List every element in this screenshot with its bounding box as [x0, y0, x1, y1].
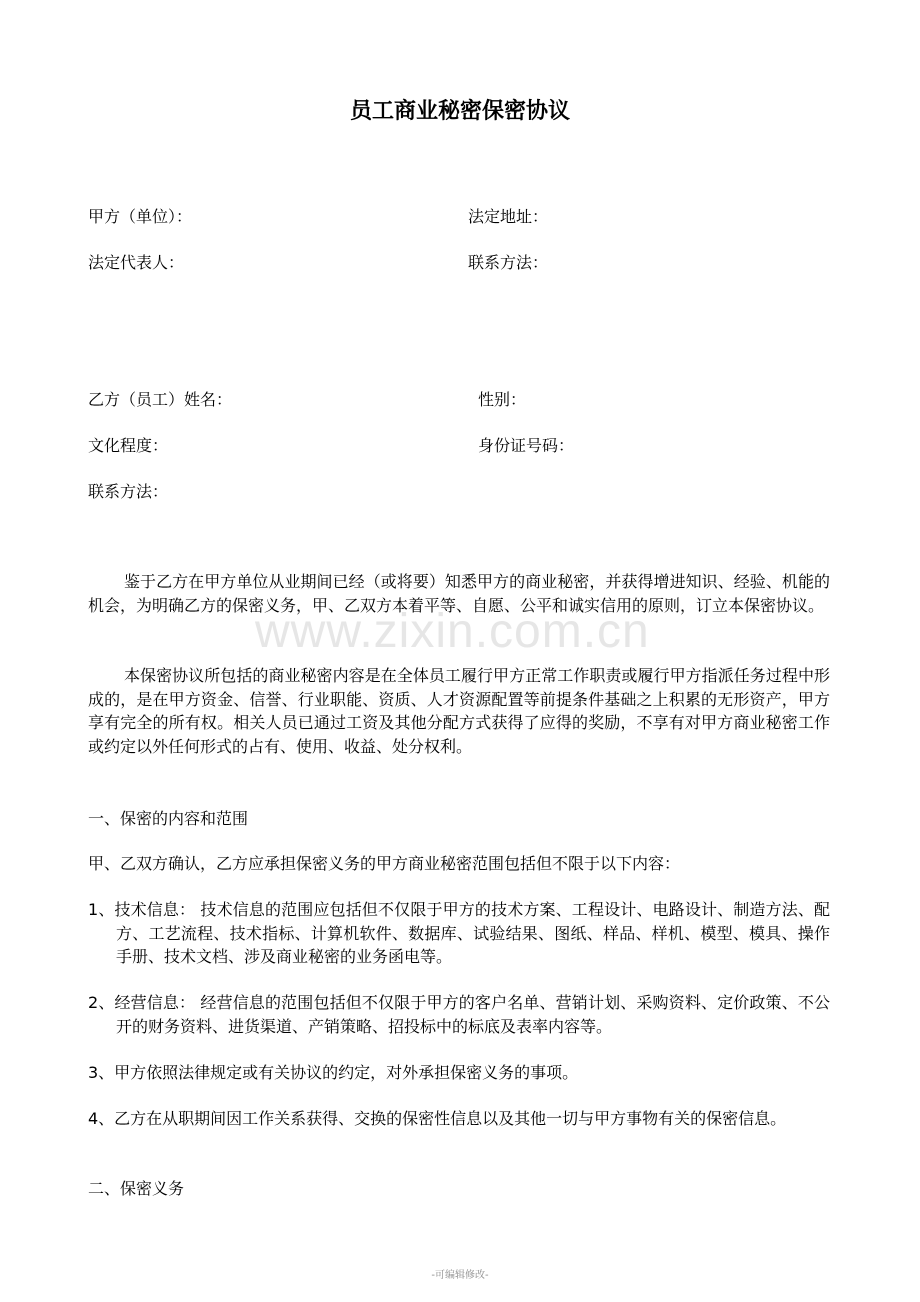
party-b-gender-label: 性别：	[478, 390, 527, 409]
list-item-technical: 1、技术信息： 技术信息的范围应包括但不仅限于甲方的技术方案、工程设计、电路设计、制造方法、配方、工艺流程、技术指标、计算机软件、数据库、试验结果、图纸、样品、样机、模型、模具、操作手册、技术文档、涉及商业秘密的业务函电等。	[88, 900, 830, 966]
party-a-contact-label: 联系方法：	[468, 253, 549, 272]
list-item-legal: 3、甲方依照法律规定或有关协议的约定，对外承担保密义务的事项。	[88, 1063, 579, 1082]
party-b-contact-label: 联系方法：	[88, 482, 169, 501]
party-a-address-label: 法定地址：	[468, 207, 549, 226]
watermark: www.zixin.com.cn	[255, 605, 650, 658]
list-item-confidential: 4、乙方在从职期间因工作关系获得、交换的保密性信息以及其他一切与甲方事物有关的保密信息。	[88, 1109, 787, 1128]
party-b-name-label: 乙方（员工）姓名：	[88, 390, 233, 409]
intro-paragraph-1: 鉴于乙方在甲方单位从业期间已经（或将要）知悉甲方的商业秘密，并获得增进知识、经验、机能的机会，为明确乙方的保密义务，甲、乙双方本着平等、自愿、公平和诚实信用的原则，订立本保密协议。	[88, 572, 830, 615]
party-b-id-label: 身份证号码：	[478, 436, 575, 455]
list-item-business: 2、经营信息： 经营信息的范围包括但不仅限于甲方的客户名单、营销计划、采购资料、定价政策、不公开的财务资料、进货渠道、产销策略、招投标中的标底及表率内容等。	[88, 993, 830, 1036]
document-title: 员工商业秘密保密协议	[349, 99, 570, 124]
section-1-intro: 甲、乙双方确认，乙方应承担保密义务的甲方商业秘密范围包括但不限于以下内容：	[88, 854, 681, 873]
party-b-education-label: 文化程度：	[88, 436, 169, 455]
intro-paragraph-2: 本保密协议所包括的商业秘密内容是在全体员工履行甲方正常工作职责或履行甲方指派任务过程中形成的，是在甲方资金、信誉、行业职能、资质、人才资源配置等前提条件基础之上积累的无形资产，甲方享有完全的所有权。相关人员已通过工资及其他分配方式获得了应得的奖励，不享有对甲方商业秘密工作或约定以外任何形式的占有、使用、收益、处分权利。	[88, 666, 830, 756]
party-a-rep-label: 法定代表人：	[88, 253, 185, 272]
party-a-name-label: 甲方（单位）：	[88, 207, 193, 226]
page-footer: -可编辑修改-	[431, 1270, 489, 1281]
section-2-heading: 二、保密义务	[88, 1179, 185, 1198]
section-1-heading: 一、保密的内容和范围	[88, 809, 249, 828]
